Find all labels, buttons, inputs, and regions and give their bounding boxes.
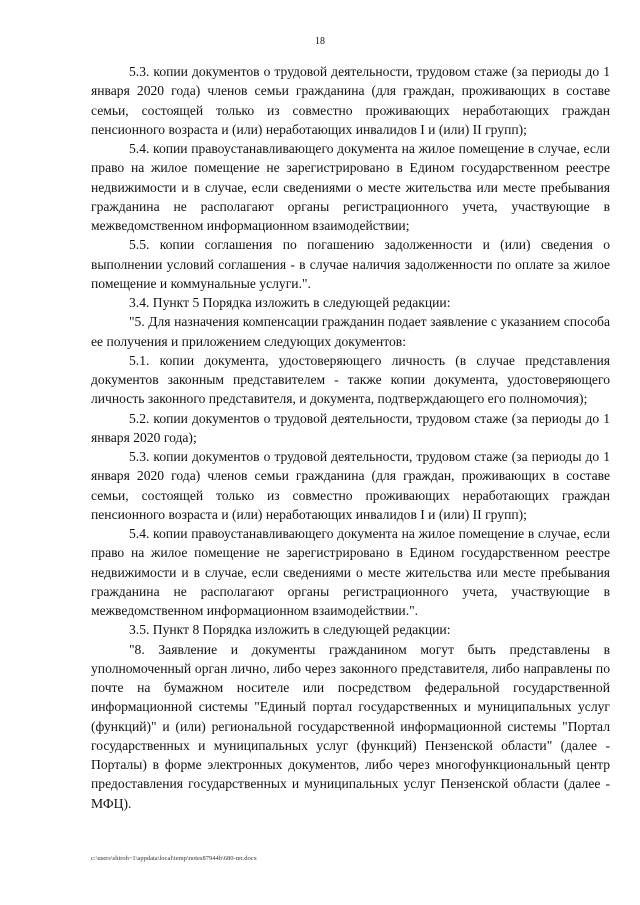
paragraph-new-5-3: 5.3. копии документов о трудовой деятельности, трудовом стаже (за периоды до 1 января 2020 года) членов семьи гражданина (для граждан, проживающих в составе семьи, состоящей только из совместно проживающих неработающих граждан пенсионного возраста и (или) неработающих инвалидов I и (или) II групп); xyxy=(91,449,610,522)
paragraph-new-5-4: 5.4. копии правоустанавливающего документа на жилое помещение в случае, если право на жилое помещение не зарегистрировано в Едином государственном реестре недвижимости и в случае, если сведениями о месте жительства или месте пребывания гражданина не располагают органы регистрационного учета, участвующие в межведомственном информационном взаимодействии.". xyxy=(91,526,610,618)
footer-file-path: c:\users\shiroh~1\appdata\local\temp\notes87944b\680-пп.docx xyxy=(91,855,257,862)
paragraph-5-3: 5.3. копии документов о трудовой деятельности, трудовом стаже (за периоды до 1 января 2020 года) членов семьи гражданина (для граждан, проживающих в составе семьи, состоящей только из совместно проживающих неработающих граждан пенсионного возраста и (или) неработающих инвалидов I и (или) II групп); xyxy=(91,64,610,137)
paragraph-5-4: 5.4. копии правоустанавливающего документа на жилое помещение в случае, если право на жилое помещение не зарегистрировано в Едином государственном реестре недвижимости и в случае, если сведениями о месте жительства или месте пребывания гражданина не располагают органы регистрационного учета, участвующие в межведомственном информационном взаимодействии; xyxy=(91,141,610,233)
paragraph-new-5-2: 5.2. копии документов о трудовой деятельности, трудовом стаже (за периоды до 1 января 2020 года); xyxy=(91,410,610,445)
paragraph-3-5: 3.5. Пункт 8 Порядка изложить в следующей редакции: xyxy=(129,622,451,638)
paragraph-3-4: 3.4. Пункт 5 Порядка изложить в следующей редакции: xyxy=(129,295,451,310)
paragraph-new-5-1: 5.1. копии документа, удостоверяющего личность (в случае представления документов законным представителем - также копии документа, удостоверяющего личность законного представителя, и документа, подтверждающего его полномочия); xyxy=(91,352,610,407)
paragraph-8: "8. Заявление и документы гражданином могут быть представлены в уполномоченный орган лично, либо через законного представителя, либо направлены по почте на бумажном носителе или посредством федеральной государственной информационной системы "Единый портал государственных и муниципальных услуг (функций)" и (или) региональной государственной информационной системы "Портал государственных и муниципальных услуг (функций) Пензенской области" (далее - Порталы) в форме электронных документов, либо через многофункциональный центр предоставления государственных и муниципальных услуг Пензенской области (далее - МФЦ). xyxy=(91,641,610,811)
page-number: 18 xyxy=(315,36,325,47)
document-body xyxy=(91,62,610,813)
paragraph-5-5: 5.5. копии соглашения по погашению задолженности и (или) сведения о выполнении условий соглашения - в случае наличия задолженности по оплате за жилое помещение и коммунальные услуги.". xyxy=(91,237,610,291)
paragraph-5-intro: "5. Для назначения компенсации гражданин подает заявление с указанием способа ее получения и приложением следующих документов: xyxy=(91,314,610,349)
